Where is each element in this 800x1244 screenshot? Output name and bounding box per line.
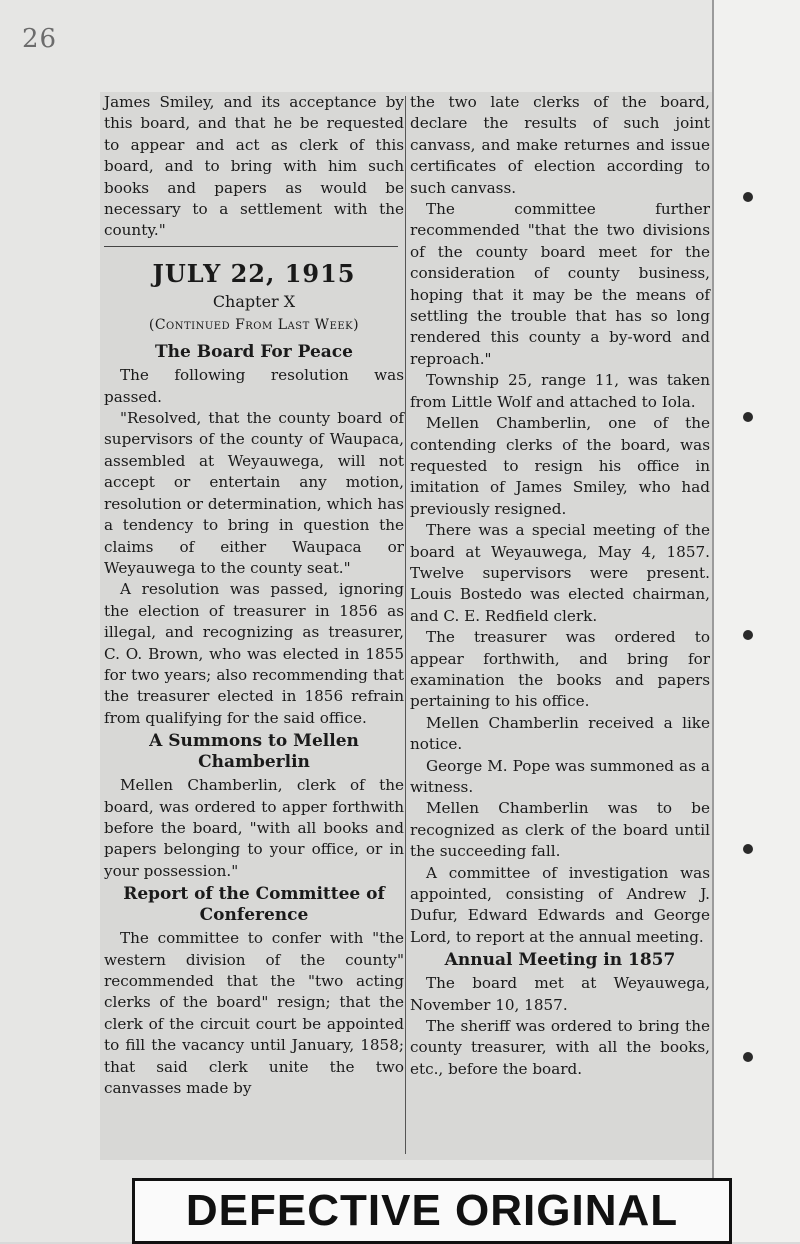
chapter-label: Chapter X [212,291,296,311]
continued-note: (Continued From Last Week) [148,316,360,333]
paragraph: A resolution was passed, ignoring the election of treasurer in 1856 as illegal, and recognizing as treasurer, C. O. Brown, who was elected in 1855 for two years; also recommending that the treasurer elected in 1856 refrain from qualifying for the said office. [104,580,404,727]
paragraph: "Resolved, that the county board of supervisors of the county of Waupaca, assembled at Weyauwega, will not accept or entertain any motion, resolution or determination, which has a tendency to bring in question the claims of either Waupaca or Weyauwega to the county seat." [104,409,404,577]
paragraph: George M. Pope was summoned as a witness. [410,756,710,796]
binder-hole [743,630,753,640]
right-column [410,92,710,1080]
paragraph: The board met at Weyauwega, November 10, 1857. [410,974,710,1014]
paragraph: The committee further recommended "that the two divisions of the county board meet for the consideration of county business, hoping that it may be the means of settling the trouble that has so long rendered this county a by-word and reproach." [410,200,710,368]
newspaper-clipping [100,92,712,1160]
binder-hole [743,412,753,422]
paragraph: A committee of investigation was appointed, consisting of Andrew J. Dufur, Edward Edwards and George Lord, to report at the annual meeting. [410,863,710,946]
paragraph: The treasurer was ordered to appear forthwith, and bring for examination the books and papers pertaining to his office. [410,628,710,711]
column-divider [405,96,406,1154]
dateline: JULY 22, 1915 [152,258,356,288]
paragraph: The sheriff was ordered to bring the county treasurer, with all the books, etc., before the board. [410,1017,710,1078]
defective-original-stamp: DEFECTIVE ORIGINAL [132,1178,732,1244]
paragraph: Mellen Chamberlin received a like notice. [410,713,710,754]
left-column [104,92,404,1099]
paragraph: The committee to confer with "the western division of the county" recommended that the "two acting clerks of the board" resign; that the clerk of the circuit court be appointed to fill the vacancy until January, 1858; that said clerk unite the two canvasses made by [104,929,404,1098]
page-number: 26 [22,24,58,54]
paragraph: the two late clerks of the board, declare the results of such joint canvass, and make returnes and issue certificates of election according to such canvass. [410,93,710,197]
paragraph: Township 25, range 11, was taken from Little Wolf and attached to Iola. [410,371,710,411]
paragraph: There was a special meeting of the board at Weyauwega, May 4, 1857. Twelve supervisors were present. Louis Bostedo was elected chairman, and C. E. Redfield clerk. [410,521,710,625]
section-rule [104,246,398,247]
binder-hole [743,1052,753,1062]
heading-report: Report of the Committee of Conference [123,884,385,926]
heading-board-for-peace: The Board For Peace [155,342,353,363]
paragraph: Mellen Chamberlin, one of the contending clerks of the board, was requested to resign his office in imitation of James Smiley, who had previously resigned. [410,414,710,518]
binder-hole [743,192,753,202]
paragraph: The following resolution was passed. [104,366,404,406]
intro-paragraph: James Smiley, and its acceptance by this board, and that he be requested to appear and act as clerk of this board, and to bring with him such books and papers as would be necessary to a settlement with the county." [104,93,404,240]
heading-summons: A Summons to Mellen Chamberlin [149,731,359,773]
paragraph: Mellen Chamberlin was to be recognized as clerk of the board until the succeeding fall. [410,799,710,861]
paragraph: Mellen Chamberlin, clerk of the board, was ordered to apper forthwith before the board, "with all books and papers belonging to your office, or in your possession." [104,776,404,880]
binder-hole [743,844,753,854]
heading-annual-meeting: Annual Meeting in 1857 [444,950,676,971]
page-margin-strip [712,0,800,1242]
